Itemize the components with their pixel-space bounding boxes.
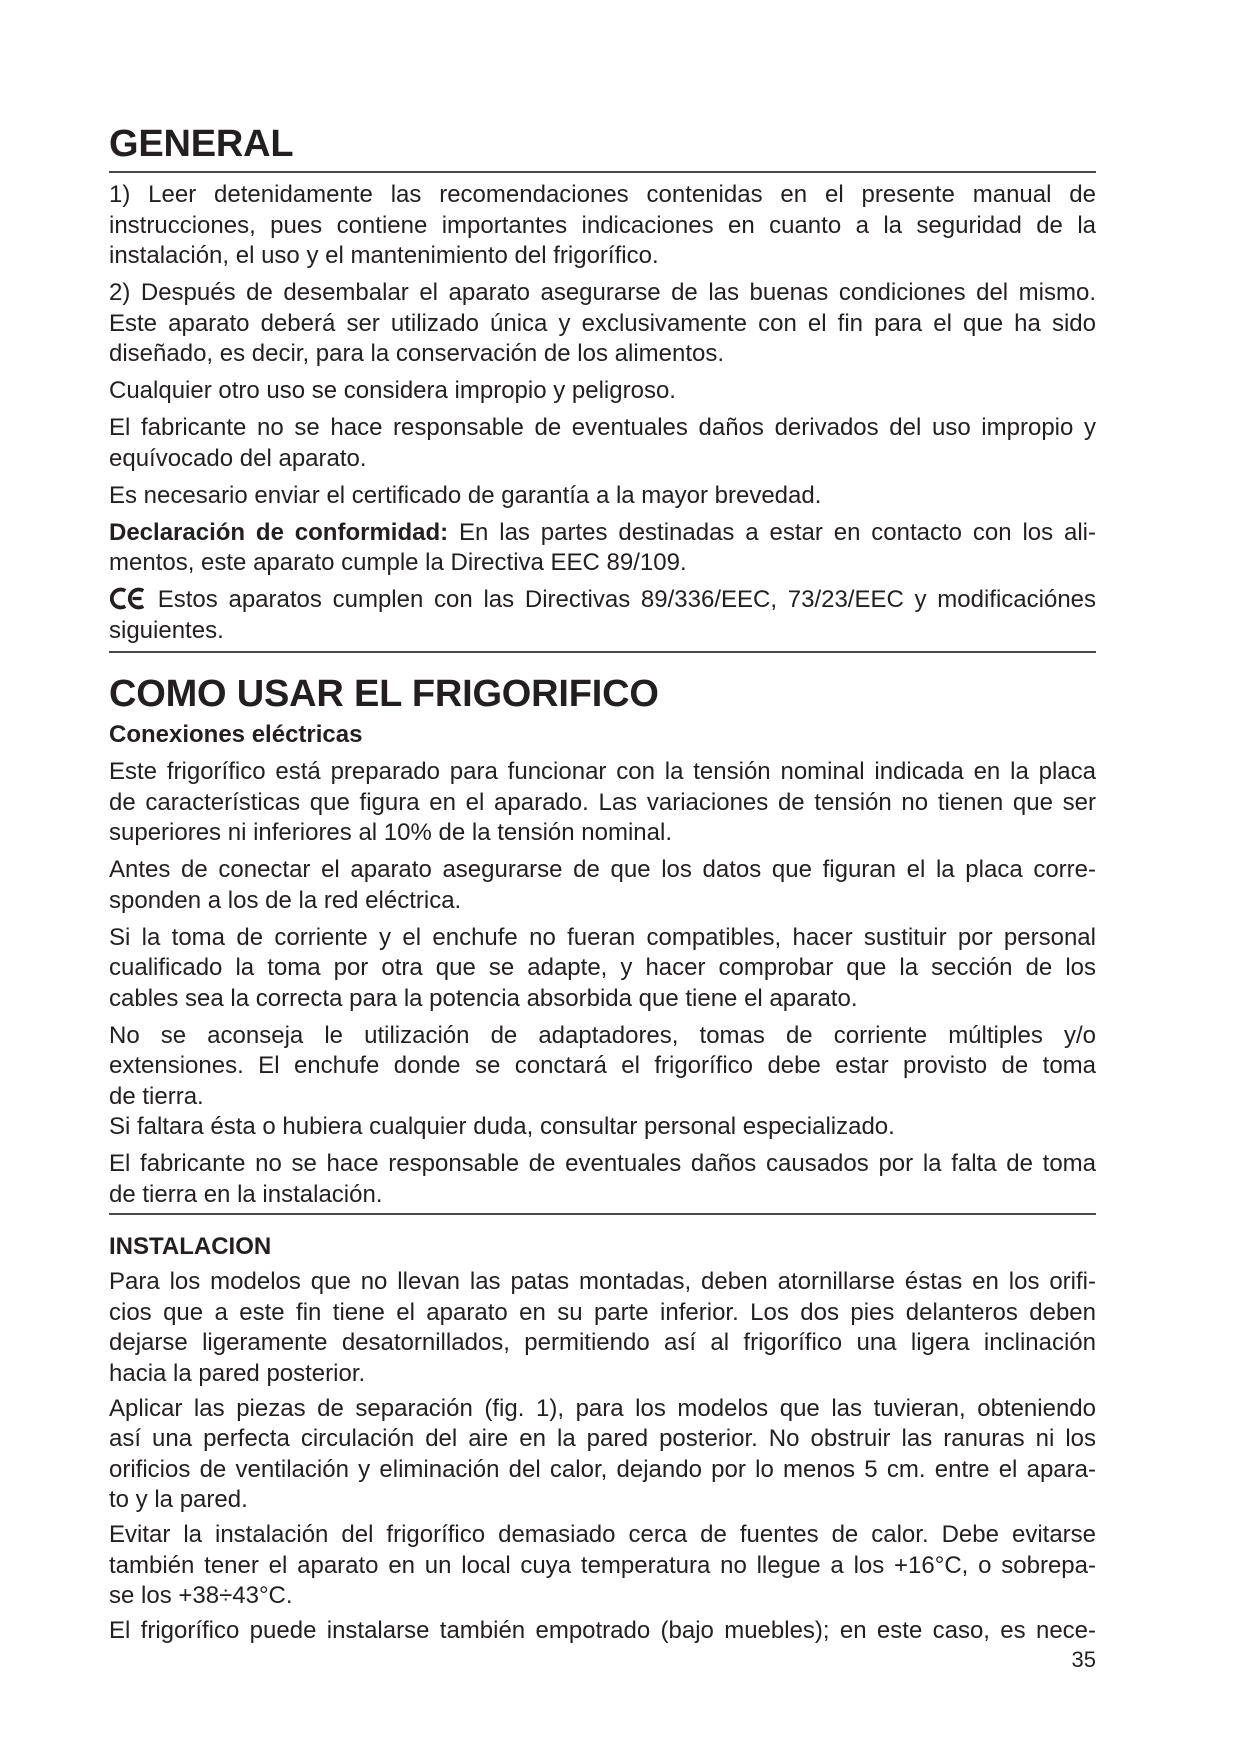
text-line: Es necesario enviar el certificado de garantía a la mayor brevedad.: [109, 481, 822, 509]
paragraph-declaration: [109, 518, 1096, 579]
section-title-usage: COMO USAR EL FRIGORIFICO: [109, 672, 659, 715]
text-line: extensiones. El enchufe donde se conctará el frigorífico debe estar provisto de toma: [109, 1052, 1096, 1079]
text-line: El fabricante no se hace responsable de eventuales daños derivados del uso impropio y: [109, 414, 1096, 441]
text-line: Evitar la instalación del frigorífico demasiado cerca de fuentes de calor. Debe evitarse: [109, 1521, 1096, 1548]
text-line: diseñado, es decir, para la conservación de los alimentos.: [109, 340, 725, 367]
text-line: Este aparato deberá ser utilizado única y exclusivamente con el fin para el que ha sido: [109, 309, 1096, 337]
text-line: de tierra.: [109, 1082, 204, 1110]
text-line: equívocado del aparato.: [109, 444, 367, 472]
text-line: [109, 585, 1096, 616]
text-line: siguientes.: [109, 616, 224, 644]
text-line: mentos, este aparato cumple la Directiva EEC 89/109.: [109, 549, 687, 576]
paragraph-adapters: [109, 1021, 1096, 1113]
text-line: sponden a los de la red eléctrica.: [109, 886, 462, 914]
text-line: instrucciones, pues contiene importantes indicaciones en cuanto a la seguridad de la: [109, 211, 1096, 239]
paragraph-liability: [109, 413, 1096, 474]
paragraph-voltage: [109, 757, 1096, 849]
paragraph-consult-specialist: [109, 1112, 1096, 1143]
text-line: Aplicar las piezas de separación (fig. 1), para los modelos que las tuvieran, obteniendo: [109, 1394, 1096, 1422]
paragraph-socket-compatibility: [109, 923, 1096, 1015]
paragraph-before-connecting: [109, 855, 1096, 916]
text-line: Este frigorífico está preparado para funcionar con la tensión nominal indicada en la placa: [109, 758, 1096, 785]
text-line: de tierra en la instalación.: [109, 1180, 383, 1208]
text-line: to y la pared.: [109, 1486, 248, 1513]
paragraph-built-in: [109, 1616, 1096, 1647]
text-line: 2) Después de desembalar el aparato asegurarse de las buenas condiciones del mismo.: [109, 279, 1096, 306]
page-content: [109, 122, 1096, 1647]
text-line: cios que a este fin tiene el aparato en su parte inferior. Los dos pies delanteros deben: [109, 1298, 1096, 1326]
text-line: también tener el aparato en un local cuya temperatura no llegue a los +16°C, o sobrepa-: [109, 1551, 1096, 1579]
subheading-installation: INSTALACION: [109, 1233, 272, 1260]
subheading-electrical: Conexiones eléctricas: [109, 721, 363, 748]
section-divider: [109, 1213, 1096, 1215]
paragraph-heat-sources: [109, 1520, 1096, 1612]
page-number: 35: [1071, 1647, 1096, 1672]
text-line: de características que figura en el aparado. Las variaciones de tensión no tienen que ser: [109, 788, 1096, 816]
text-line: El fabricante no se hace responsable de eventuales daños causados por la falta de toma: [109, 1150, 1096, 1177]
text-line: El frigorífico puede instalarse también empotrado (bajo muebles); en este caso, es nece-: [109, 1617, 1096, 1644]
text-line: hacia la pared posterior.: [109, 1359, 366, 1387]
paragraph-feet: [109, 1267, 1096, 1389]
ce-mark-icon: [109, 585, 147, 612]
paragraph-warranty: [109, 481, 1096, 512]
paragraph-improper-use: [109, 376, 1096, 407]
section-divider: [109, 651, 1096, 653]
paragraph-ce-notice: [109, 585, 1096, 646]
section-title-general: GENERAL: [109, 123, 294, 165]
text-line: cables sea la correcta para la potencia absorbida que tiene el aparato.: [109, 984, 858, 1012]
ce-notice-text: Estos aparatos cumplen con las Directivas 89/336/EEC, 73/23/EEC y modificaciónes: [157, 586, 1097, 613]
paragraph-unpacking: [109, 278, 1096, 370]
declaration-text: En las partes destinadas a estar en contacto con los ali-: [459, 518, 1096, 546]
section-divider: [109, 171, 1096, 173]
text-line: orificios de ventilación y eliminación del calor, dejando por lo menos 5 cm. entre el apara-: [109, 1455, 1096, 1483]
text-line: 1) Leer detenidamente las recomendaciones contenidas en el presente manual de: [109, 181, 1096, 208]
text-line: Si faltara ésta o hubiera cualquier duda, consultar personal especializado.: [109, 1113, 895, 1140]
text-line: instalación, el uso y el mantenimiento del frigorífico.: [109, 242, 659, 269]
paragraph-grounding-liability: [109, 1149, 1096, 1210]
text-line: se los +38÷43°C.: [109, 1582, 293, 1609]
text-line: así una perfecta circulación del aire en la pared posterior. No obstruir las ranuras ni los: [109, 1425, 1096, 1452]
text-line: superiores ni inferiores al 10% de la tensión nominal.: [109, 819, 672, 846]
text-line: dejarse ligeramente desatornillados, permitiendo así al frigorífico una ligera inclinación: [109, 1329, 1096, 1356]
paragraph-read-instructions: [109, 180, 1096, 272]
text-line: No se aconseja le utilización de adaptadores, tomas de corriente múltiples y/o: [109, 1021, 1096, 1049]
declaration-label: Declaración de conformidad:: [109, 518, 449, 546]
text-line: Para los modelos que no llevan las patas montadas, deben atornillarse éstas en los orifi-: [109, 1268, 1096, 1295]
text-line: cualificado la toma por otra que se adapte, y hacer comprobar que la sección de los: [109, 954, 1096, 981]
text-line: [109, 518, 1096, 549]
paragraph-spacers: [109, 1394, 1096, 1516]
text-line: Cualquier otro uso se considera impropio y peligroso.: [109, 377, 676, 404]
text-line: Antes de conectar el aparato asegurarse de que los datos que figuran el la placa corre-: [109, 856, 1096, 883]
text-line: Si la toma de corriente y el enchufe no fueran compatibles, hacer sustituir por personal: [109, 923, 1096, 951]
